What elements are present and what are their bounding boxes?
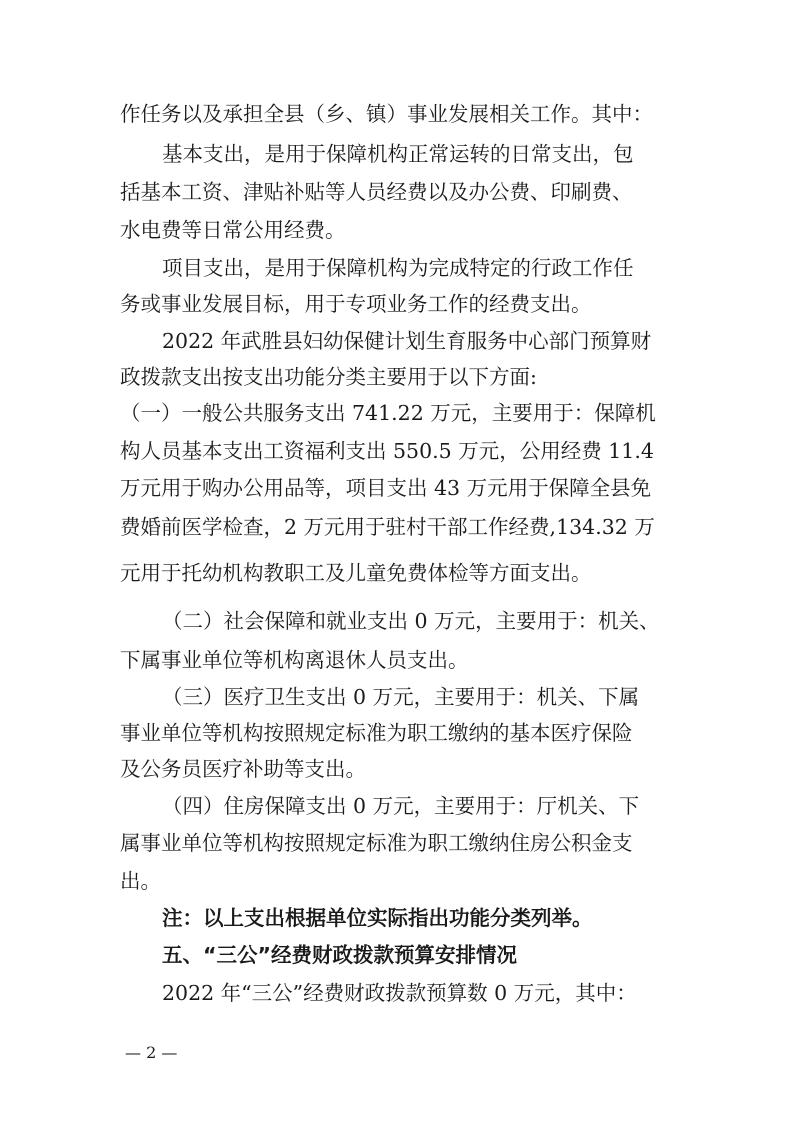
text-line: 2022 年武胜县妇幼保健计划生育服务中心部门预算财 [162,329,652,353]
text-line: （三）医疗卫生支出 0 万元，主要用于：机关、下属 [162,685,640,709]
text-line: 万元用于购办公用品等，项目支出 43 万元用于保障全县免 [120,476,652,500]
text-line: 2022 年“三公”经费财政拨款预算数 0 万元，其中： [162,981,637,1005]
text-line: 出。 [120,869,161,893]
text-line: （二）社会保障和就业支出 0 万元，主要用于：机关、 [162,609,660,633]
text-line: 政拨款支出按支出功能分类主要用于以下方面: [120,365,537,389]
text-line: （四）住房保障支出 0 万元，主要用于：厅机关、下 [162,794,640,818]
text-line: 属事业单位等机构按照规定标准为职工缴纳住房公积金支 [120,831,633,855]
text-line: 下属事业单位等机构离退休人员支出。 [120,648,469,672]
text-line: 括基本工资、津贴补贴等人员经费以及办公费、印刷费、 [120,180,633,204]
text-line: （一）一般公共服务支出 741.22 万元，主要用于：保障机 [120,401,656,425]
text-line: 基本支出，是用于保障机构正常运转的日常支出，包 [162,142,634,166]
text-line: 水电费等日常公用经费。 [120,218,346,242]
text-line: 项目支出，是用于保障机构为完成特定的行政工作任 [162,256,634,280]
section-heading: 五、“三公”经费财政拨款预算安排情况 [162,943,517,967]
text-line: 作任务以及承担全县（乡、镇）事业发展相关工作。其中： [120,102,653,126]
note-line: 注：以上支出根据单位实际指出功能分类列举。 [162,906,593,930]
page-number: — 2 — [125,1043,178,1062]
text-line: 元用于托幼机构教职工及儿童免费体检等方面支出。 [120,561,592,585]
text-line: 事业单位等机构按照规定标准为职工缴纳的基本医疗保险 [120,721,633,745]
text-line: 费婚前医学检查，2 万元用于驻村干部工作经费,134.32 万 [120,515,655,539]
text-line: 及公务员医疗补助等支出。 [120,757,366,781]
text-line: 务或事业发展目标，用于专项业务工作的经费支出。 [120,292,592,316]
text-line: 构人员基本支出工资福利支出 550.5 万元，公用经费 11.4 [120,439,654,463]
